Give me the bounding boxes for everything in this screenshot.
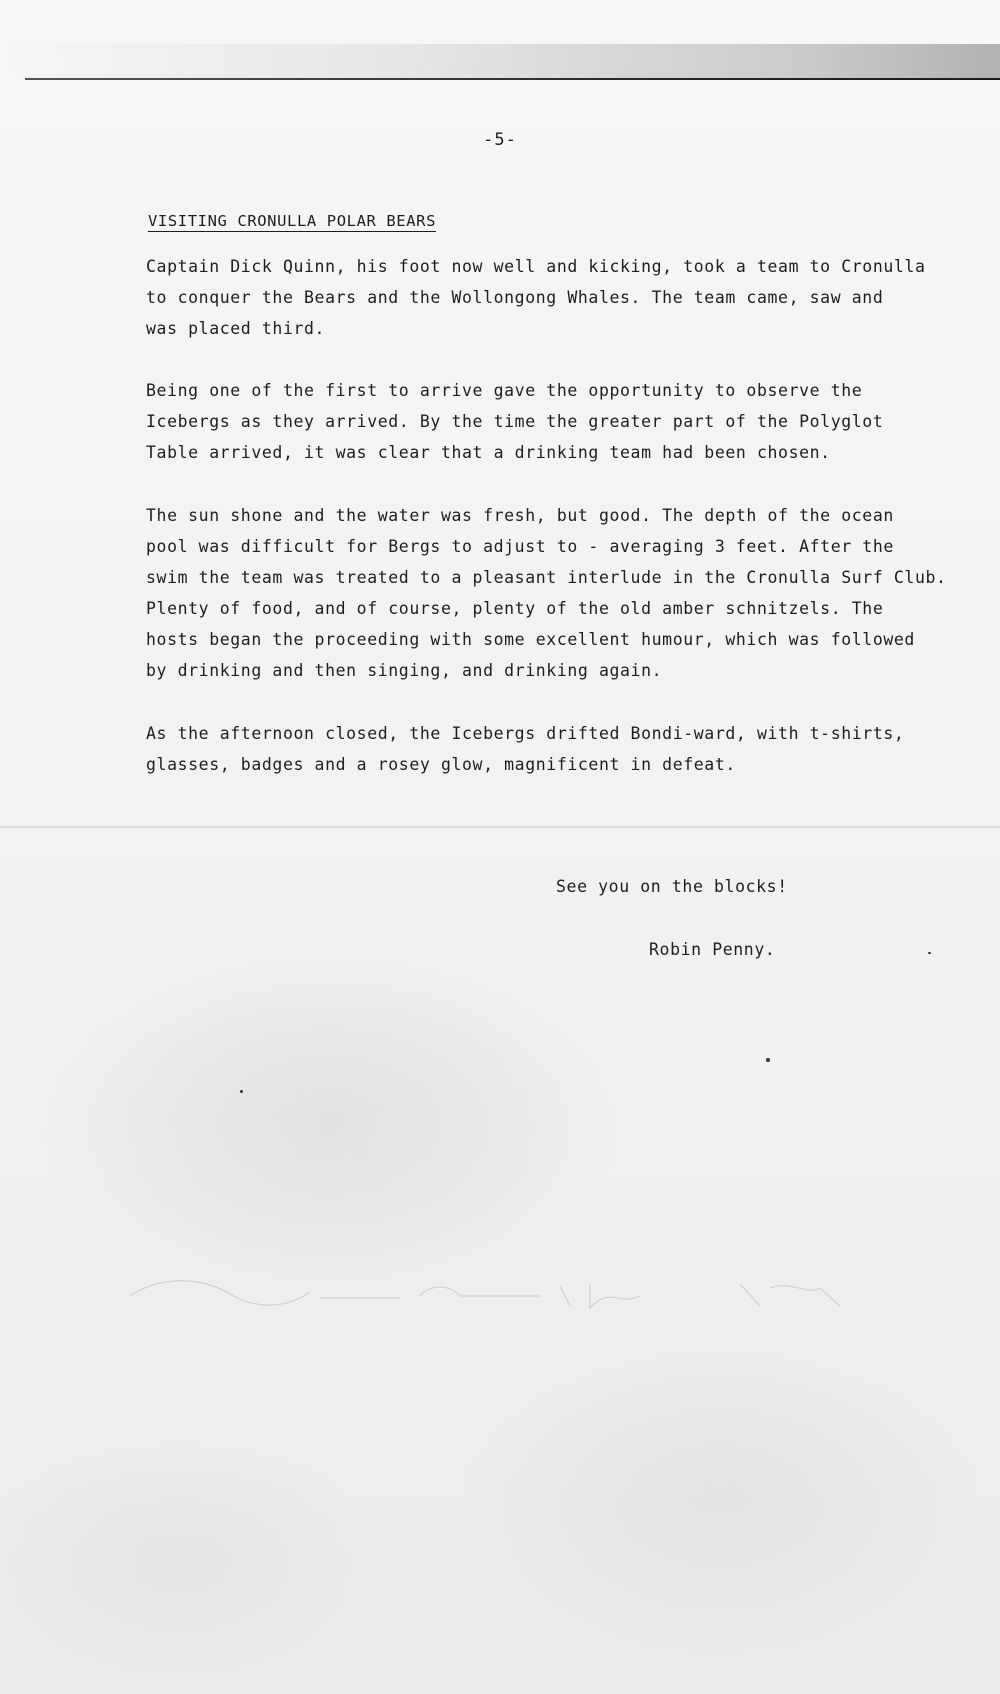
paragraph-line: Captain Dick Quinn, his foot now well and kicking, took a team to Cronulla [146, 257, 926, 276]
ink-speck [240, 1090, 243, 1093]
paragraph-line: glasses, badges and a rosey glow, magnificent in defeat. [146, 755, 736, 774]
ink-speck [766, 1058, 770, 1062]
paragraph-4 [146, 718, 946, 780]
top-rule [25, 78, 1000, 80]
paragraph-line: to conquer the Bears and the Wollongong Whales. The team came, saw and [146, 288, 884, 307]
paragraph-line: hosts began the proceeding with some excellent humour, which was followed [146, 630, 915, 649]
paper-crease [0, 826, 1000, 828]
paragraph-line: by drinking and then singing, and drinking again. [146, 661, 663, 680]
paragraph-3 [146, 500, 946, 686]
paragraph-line: Being one of the first to arrive gave the opportunity to observe the [146, 381, 863, 400]
paragraph-line: pool was difficult for Bergs to adjust to - averaging 3 feet. After the [146, 537, 894, 556]
paragraph-line: The sun shone and the water was fresh, but good. The depth of the ocean [146, 506, 894, 525]
closing-line: See you on the blocks! [556, 877, 788, 896]
paragraph-2 [146, 375, 946, 468]
paragraph-line: Icebergs as they arrived. By the time the greater part of the Polyglot [146, 412, 884, 431]
section-heading: VISITING CRONULLA POLAR BEARS [148, 212, 437, 230]
signature-name: Robin Penny. [649, 940, 776, 959]
ink-speck [928, 952, 931, 954]
paragraph-1 [146, 251, 946, 344]
paragraph-line: Plenty of food, and of course, plenty of the old amber schnitzels. The [146, 599, 884, 618]
paragraph-line: As the afternoon closed, the Icebergs drifted Bondi-ward, with t-shirts, [146, 724, 905, 743]
paragraph-line: Table arrived, it was clear that a drinking team had been chosen. [146, 443, 831, 462]
scan-shadow-band [0, 44, 1000, 78]
page-number: -5- [483, 130, 517, 150]
bleed-through-marks [120, 1266, 880, 1320]
paragraph-line: swim the team was treated to a pleasant interlude in the Cronulla Surf Club. [146, 568, 947, 587]
paragraph-line: was placed third. [146, 319, 326, 338]
